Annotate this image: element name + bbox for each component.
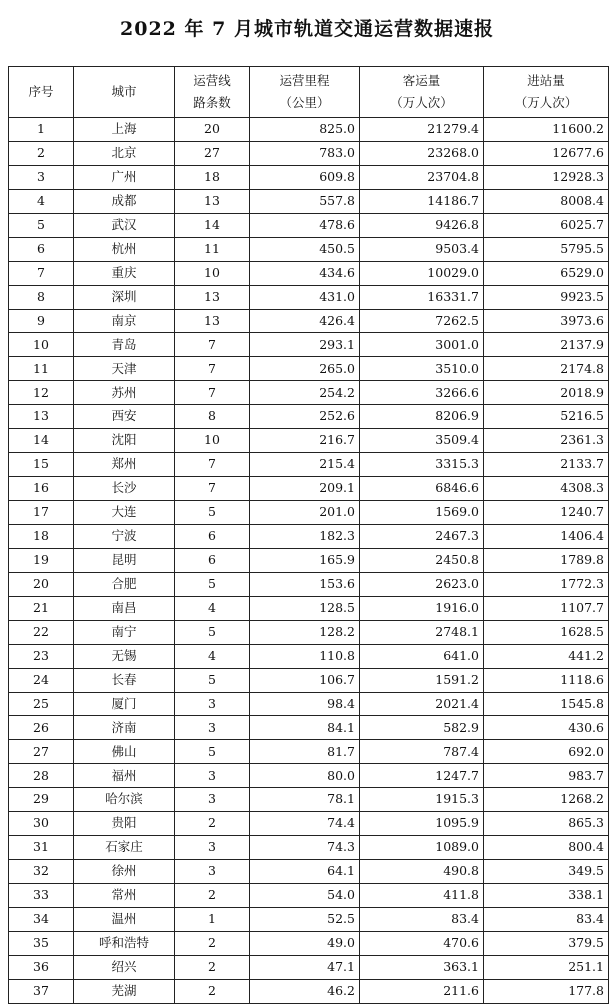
ridership-cell: 1591.2 <box>360 668 484 692</box>
index-cell: 31 <box>9 836 74 860</box>
ridership-cell: 411.8 <box>360 884 484 908</box>
index-cell: 24 <box>9 668 74 692</box>
lines-cell: 6 <box>175 524 250 548</box>
entries-cell: 2137.9 <box>484 333 609 357</box>
mileage-cell: 215.4 <box>250 453 360 477</box>
table-row <box>9 524 609 548</box>
entries-cell: 430.6 <box>484 716 609 740</box>
city-cell: 石家庄 <box>74 836 175 860</box>
lines-cell: 3 <box>175 860 250 884</box>
lines-cell: 7 <box>175 357 250 381</box>
lines-cell: 5 <box>175 572 250 596</box>
entries-cell: 800.4 <box>484 836 609 860</box>
ridership-cell: 1916.0 <box>360 596 484 620</box>
city-cell: 徐州 <box>74 860 175 884</box>
city-cell: 重庆 <box>74 261 175 285</box>
lines-cell: 6 <box>175 548 250 572</box>
index-cell: 28 <box>9 764 74 788</box>
city-cell: 呼和浩特 <box>74 931 175 955</box>
table-row <box>9 644 609 668</box>
lines-cell: 3 <box>175 692 250 716</box>
ridership-cell: 23268.0 <box>360 141 484 165</box>
city-cell: 无锡 <box>74 644 175 668</box>
entries-cell: 2133.7 <box>484 453 609 477</box>
ridership-cell: 211.6 <box>360 979 484 1003</box>
ridership-cell: 23704.8 <box>360 165 484 189</box>
mileage-cell: 128.5 <box>250 596 360 620</box>
lines-cell: 14 <box>175 213 250 237</box>
table-row <box>9 907 609 931</box>
table-row <box>9 716 609 740</box>
mileage-cell: 98.4 <box>250 692 360 716</box>
entries-cell: 2361.3 <box>484 429 609 453</box>
mileage-cell: 478.6 <box>250 213 360 237</box>
city-cell: 上海 <box>74 118 175 142</box>
index-cell: 37 <box>9 979 74 1003</box>
entries-cell: 1628.5 <box>484 620 609 644</box>
mileage-cell: 64.1 <box>250 860 360 884</box>
table-row <box>9 788 609 812</box>
city-cell: 温州 <box>74 907 175 931</box>
table-row <box>9 620 609 644</box>
table-row <box>9 740 609 764</box>
table-row <box>9 812 609 836</box>
page-title: 2022 年 7 月城市轨道交通运营数据速报 <box>120 18 494 40</box>
city-cell: 沈阳 <box>74 429 175 453</box>
ridership-cell: 641.0 <box>360 644 484 668</box>
lines-cell: 18 <box>175 165 250 189</box>
lines-cell: 5 <box>175 620 250 644</box>
ridership-cell: 1095.9 <box>360 812 484 836</box>
index-cell: 34 <box>9 907 74 931</box>
entries-cell: 1118.6 <box>484 668 609 692</box>
lines-cell: 7 <box>175 333 250 357</box>
entries-cell: 6529.0 <box>484 261 609 285</box>
ridership-cell: 16331.7 <box>360 285 484 309</box>
lines-cell: 10 <box>175 261 250 285</box>
lines-cell: 13 <box>175 285 250 309</box>
city-cell: 昆明 <box>74 548 175 572</box>
ridership-cell: 3266.6 <box>360 381 484 405</box>
header-mileage: 运营里程 （公里） <box>250 67 360 118</box>
index-cell: 7 <box>9 261 74 285</box>
entries-cell: 251.1 <box>484 955 609 979</box>
lines-cell: 2 <box>175 931 250 955</box>
mileage-cell: 74.4 <box>250 812 360 836</box>
ridership-cell: 3001.0 <box>360 333 484 357</box>
table-row <box>9 860 609 884</box>
city-cell: 福州 <box>74 764 175 788</box>
city-cell: 苏州 <box>74 381 175 405</box>
ridership-cell: 2467.3 <box>360 524 484 548</box>
lines-cell: 2 <box>175 884 250 908</box>
index-cell: 22 <box>9 620 74 644</box>
mileage-cell: 49.0 <box>250 931 360 955</box>
mileage-cell: 74.3 <box>250 836 360 860</box>
ridership-cell: 7262.5 <box>360 309 484 333</box>
table-row <box>9 141 609 165</box>
entries-cell: 1406.4 <box>484 524 609 548</box>
ridership-cell: 8206.9 <box>360 405 484 429</box>
mileage-cell: 426.4 <box>250 309 360 333</box>
entries-cell: 692.0 <box>484 740 609 764</box>
lines-cell: 2 <box>175 812 250 836</box>
lines-cell: 3 <box>175 836 250 860</box>
mileage-cell: 52.5 <box>250 907 360 931</box>
index-cell: 2 <box>9 141 74 165</box>
table-row <box>9 309 609 333</box>
table-row <box>9 955 609 979</box>
city-cell: 南京 <box>74 309 175 333</box>
ridership-cell: 3509.4 <box>360 429 484 453</box>
table-row <box>9 213 609 237</box>
city-cell: 济南 <box>74 716 175 740</box>
city-cell: 大连 <box>74 501 175 525</box>
index-cell: 20 <box>9 572 74 596</box>
city-cell: 芜湖 <box>74 979 175 1003</box>
table-row <box>9 261 609 285</box>
mileage-cell: 293.1 <box>250 333 360 357</box>
entries-cell: 2174.8 <box>484 357 609 381</box>
city-cell: 绍兴 <box>74 955 175 979</box>
mileage-cell: 46.2 <box>250 979 360 1003</box>
city-cell: 合肥 <box>74 572 175 596</box>
ridership-cell: 21279.4 <box>360 118 484 142</box>
entries-cell: 3973.6 <box>484 309 609 333</box>
lines-cell: 5 <box>175 668 250 692</box>
lines-cell: 5 <box>175 501 250 525</box>
index-cell: 36 <box>9 955 74 979</box>
mileage-cell: 54.0 <box>250 884 360 908</box>
city-cell: 长春 <box>74 668 175 692</box>
index-cell: 15 <box>9 453 74 477</box>
mileage-cell: 216.7 <box>250 429 360 453</box>
index-cell: 13 <box>9 405 74 429</box>
index-cell: 26 <box>9 716 74 740</box>
entries-cell: 5216.5 <box>484 405 609 429</box>
lines-cell: 7 <box>175 381 250 405</box>
ridership-cell: 83.4 <box>360 907 484 931</box>
table-row <box>9 477 609 501</box>
entries-cell: 5795.5 <box>484 237 609 261</box>
entries-cell: 1240.7 <box>484 501 609 525</box>
index-cell: 12 <box>9 381 74 405</box>
mileage-cell: 265.0 <box>250 357 360 381</box>
mileage-cell: 783.0 <box>250 141 360 165</box>
lines-cell: 3 <box>175 764 250 788</box>
entries-cell: 83.4 <box>484 907 609 931</box>
lines-cell: 11 <box>175 237 250 261</box>
table-row <box>9 884 609 908</box>
ridership-cell: 3510.0 <box>360 357 484 381</box>
entries-cell: 379.5 <box>484 931 609 955</box>
city-cell: 北京 <box>74 141 175 165</box>
ridership-cell: 2623.0 <box>360 572 484 596</box>
mileage-cell: 557.8 <box>250 189 360 213</box>
lines-cell: 8 <box>175 405 250 429</box>
lines-cell: 7 <box>175 477 250 501</box>
index-cell: 16 <box>9 477 74 501</box>
ridership-cell: 1569.0 <box>360 501 484 525</box>
index-cell: 11 <box>9 357 74 381</box>
city-cell: 宁波 <box>74 524 175 548</box>
city-cell: 青岛 <box>74 333 175 357</box>
table-row <box>9 764 609 788</box>
entries-cell: 9923.5 <box>484 285 609 309</box>
mileage-cell: 182.3 <box>250 524 360 548</box>
mileage-cell: 81.7 <box>250 740 360 764</box>
table-row <box>9 285 609 309</box>
entries-cell: 983.7 <box>484 764 609 788</box>
city-cell: 南昌 <box>74 596 175 620</box>
entries-cell: 1107.7 <box>484 596 609 620</box>
index-cell: 19 <box>9 548 74 572</box>
entries-cell: 1545.8 <box>484 692 609 716</box>
city-cell: 郑州 <box>74 453 175 477</box>
header-ridership: 客运量 （万人次） <box>360 67 484 118</box>
lines-cell: 20 <box>175 118 250 142</box>
city-cell: 深圳 <box>74 285 175 309</box>
city-cell: 南宁 <box>74 620 175 644</box>
entries-cell: 12928.3 <box>484 165 609 189</box>
index-cell: 5 <box>9 213 74 237</box>
table-row <box>9 692 609 716</box>
index-cell: 10 <box>9 333 74 357</box>
table-row <box>9 165 609 189</box>
lines-cell: 7 <box>175 453 250 477</box>
index-cell: 3 <box>9 165 74 189</box>
table-row <box>9 429 609 453</box>
lines-cell: 3 <box>175 716 250 740</box>
mileage-cell: 825.0 <box>250 118 360 142</box>
city-cell: 成都 <box>74 189 175 213</box>
lines-cell: 3 <box>175 788 250 812</box>
mileage-cell: 252.6 <box>250 405 360 429</box>
ridership-cell: 787.4 <box>360 740 484 764</box>
entries-cell: 8008.4 <box>484 189 609 213</box>
index-cell: 35 <box>9 931 74 955</box>
metro-data-table <box>8 66 609 1004</box>
index-cell: 32 <box>9 860 74 884</box>
table-row <box>9 381 609 405</box>
lines-cell: 5 <box>175 740 250 764</box>
entries-cell: 865.3 <box>484 812 609 836</box>
city-cell: 贵阳 <box>74 812 175 836</box>
ridership-cell: 14186.7 <box>360 189 484 213</box>
entries-cell: 2018.9 <box>484 381 609 405</box>
city-cell: 长沙 <box>74 477 175 501</box>
index-cell: 1 <box>9 118 74 142</box>
mileage-cell: 153.6 <box>250 572 360 596</box>
table-row <box>9 237 609 261</box>
mileage-cell: 110.8 <box>250 644 360 668</box>
lines-cell: 2 <box>175 979 250 1003</box>
index-cell: 33 <box>9 884 74 908</box>
index-cell: 6 <box>9 237 74 261</box>
mileage-cell: 434.6 <box>250 261 360 285</box>
index-cell: 9 <box>9 309 74 333</box>
mileage-cell: 128.2 <box>250 620 360 644</box>
index-cell: 21 <box>9 596 74 620</box>
city-cell: 天津 <box>74 357 175 381</box>
mileage-cell: 80.0 <box>250 764 360 788</box>
table-row <box>9 548 609 572</box>
index-cell: 4 <box>9 189 74 213</box>
ridership-cell: 2021.4 <box>360 692 484 716</box>
ridership-cell: 2748.1 <box>360 620 484 644</box>
ridership-cell: 2450.8 <box>360 548 484 572</box>
mileage-cell: 609.8 <box>250 165 360 189</box>
city-cell: 佛山 <box>74 740 175 764</box>
entries-cell: 1772.3 <box>484 572 609 596</box>
header-lines: 运营线 路条数 <box>175 67 250 118</box>
city-cell: 哈尔滨 <box>74 788 175 812</box>
entries-cell: 4308.3 <box>484 477 609 501</box>
header-entries: 进站量 （万人次） <box>484 67 609 118</box>
ridership-cell: 582.9 <box>360 716 484 740</box>
table-row <box>9 118 609 142</box>
table-header-row <box>9 67 609 118</box>
mileage-cell: 431.0 <box>250 285 360 309</box>
table-row <box>9 596 609 620</box>
ridership-cell: 9426.8 <box>360 213 484 237</box>
ridership-cell: 6846.6 <box>360 477 484 501</box>
lines-cell: 13 <box>175 189 250 213</box>
table-row <box>9 357 609 381</box>
mileage-cell: 450.5 <box>250 237 360 261</box>
entries-cell: 349.5 <box>484 860 609 884</box>
entries-cell: 441.2 <box>484 644 609 668</box>
table-row <box>9 189 609 213</box>
lines-cell: 10 <box>175 429 250 453</box>
entries-cell: 6025.7 <box>484 213 609 237</box>
mileage-cell: 201.0 <box>250 501 360 525</box>
lines-cell: 1 <box>175 907 250 931</box>
lines-cell: 13 <box>175 309 250 333</box>
entries-cell: 11600.2 <box>484 118 609 142</box>
lines-cell: 27 <box>175 141 250 165</box>
city-cell: 常州 <box>74 884 175 908</box>
table-row <box>9 405 609 429</box>
ridership-cell: 1247.7 <box>360 764 484 788</box>
table-row <box>9 572 609 596</box>
mileage-cell: 78.1 <box>250 788 360 812</box>
city-cell: 广州 <box>74 165 175 189</box>
city-cell: 杭州 <box>74 237 175 261</box>
index-cell: 30 <box>9 812 74 836</box>
index-cell: 14 <box>9 429 74 453</box>
entries-cell: 1789.8 <box>484 548 609 572</box>
table-row <box>9 453 609 477</box>
header-index: 序号 <box>9 67 74 118</box>
mileage-cell: 165.9 <box>250 548 360 572</box>
ridership-cell: 1915.3 <box>360 788 484 812</box>
lines-cell: 4 <box>175 596 250 620</box>
ridership-cell: 9503.4 <box>360 237 484 261</box>
index-cell: 18 <box>9 524 74 548</box>
index-cell: 8 <box>9 285 74 309</box>
ridership-cell: 1089.0 <box>360 836 484 860</box>
city-cell: 西安 <box>74 405 175 429</box>
index-cell: 27 <box>9 740 74 764</box>
city-cell: 武汉 <box>74 213 175 237</box>
city-cell: 厦门 <box>74 692 175 716</box>
lines-cell: 4 <box>175 644 250 668</box>
mileage-cell: 254.2 <box>250 381 360 405</box>
mileage-cell: 209.1 <box>250 477 360 501</box>
entries-cell: 12677.6 <box>484 141 609 165</box>
mileage-cell: 47.1 <box>250 955 360 979</box>
entries-cell: 338.1 <box>484 884 609 908</box>
index-cell: 25 <box>9 692 74 716</box>
ridership-cell: 490.8 <box>360 860 484 884</box>
index-cell: 23 <box>9 644 74 668</box>
index-cell: 29 <box>9 788 74 812</box>
entries-cell: 177.8 <box>484 979 609 1003</box>
ridership-cell: 363.1 <box>360 955 484 979</box>
table-row <box>9 931 609 955</box>
ridership-cell: 10029.0 <box>360 261 484 285</box>
mileage-cell: 106.7 <box>250 668 360 692</box>
ridership-cell: 470.6 <box>360 931 484 955</box>
header-city: 城市 <box>74 67 175 118</box>
table-row <box>9 501 609 525</box>
mileage-cell: 84.1 <box>250 716 360 740</box>
entries-cell: 1268.2 <box>484 788 609 812</box>
table-row <box>9 836 609 860</box>
ridership-cell: 3315.3 <box>360 453 484 477</box>
lines-cell: 2 <box>175 955 250 979</box>
table-row <box>9 333 609 357</box>
index-cell: 17 <box>9 501 74 525</box>
table-row <box>9 668 609 692</box>
